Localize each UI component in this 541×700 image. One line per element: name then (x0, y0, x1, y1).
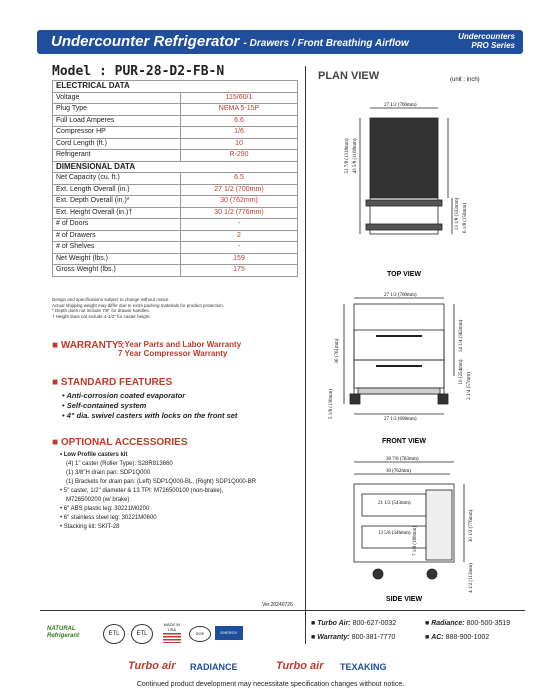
dim-label: 21 1/2 (543mm) (378, 501, 411, 506)
spec-value: 1/6 (181, 127, 298, 139)
dim-label: 7 1/8 (180mm) (413, 526, 418, 556)
subtitle-text: - Drawers / Front Breathing Airflow (243, 38, 409, 49)
features-heading (52, 377, 172, 388)
spec-value: 2 (181, 230, 298, 242)
plan-drawings (306, 86, 540, 606)
list-item: • Anti-corrosion coated evaporator (62, 391, 186, 400)
spec-label: Compressor HP (53, 127, 181, 139)
turbo-air-logo-2: Turbo air (276, 660, 324, 672)
spec-value: 175 (181, 265, 298, 277)
spec-value: NEMA 5-15P (181, 104, 298, 116)
table-row (53, 150, 298, 162)
contact-warranty: ■ Warranty: 800-381-7770 (311, 634, 396, 641)
section-row (53, 161, 298, 173)
dim-label: 30 (761mm) (335, 338, 340, 364)
dim-label: 51 7/8 (1318mm) (345, 138, 350, 174)
title-text: Undercounter Refrigerator (51, 33, 240, 50)
series-line2: PRO Series (471, 41, 515, 50)
page-title (51, 33, 409, 50)
header-banner (37, 30, 523, 54)
accessories-heading (52, 437, 188, 448)
front-view-drawing (344, 298, 454, 414)
list-item: • 6" ABS plastic leg: 30221M0200 (60, 506, 150, 512)
table-row (53, 92, 298, 104)
spec-value: 159 (181, 253, 298, 265)
spec-label: Ext. Depth Overall (in.)* (53, 196, 181, 208)
dim-label: 10 (254mm) (459, 359, 464, 385)
spec-label: Ext. Length Overall (in.) (53, 184, 181, 196)
bullet-icon: ■ (52, 437, 61, 448)
dim-label: 14 1/4 (362mm) (459, 319, 464, 353)
radiance-logo: RADIANCE (190, 662, 238, 672)
section-row (53, 81, 298, 93)
brand-logos (128, 658, 428, 676)
note: Actual shipping weight may differ due to extra packing materials for product protection. (52, 302, 225, 308)
features-list (62, 391, 237, 421)
dim-label: 13 1/8 (333mm) (455, 197, 460, 231)
natural-refrigerant-logo: NATURAL Refrigerant (47, 626, 80, 639)
etl-icon: ETL (103, 624, 125, 644)
warranty-line: 7 Year Compressor Warranty (118, 349, 228, 358)
contact-ac: ■ AC: 888-900-1002 (425, 634, 490, 641)
series-line1: Undercounters (458, 32, 515, 41)
features-heading-text: STANDARD FEATURES (60, 377, 173, 388)
texaking-logo: TEXAKING (340, 662, 387, 672)
spec-label: Full Load Amperes (53, 115, 181, 127)
contact-turbo-air: ■ Turbo Air: 800-627-0032 (311, 620, 397, 627)
dim-label: 27 1/2 (698mm) (384, 417, 417, 422)
note: † Height does not include 4-1/2" for caster height. (52, 313, 151, 319)
flag-icon (163, 633, 181, 643)
spec-label: Refrigerant (53, 150, 181, 162)
spec-label: Ext. Height Overall (in.)† (53, 207, 181, 219)
plan-view-title: PLAN VIEW (318, 70, 380, 82)
dim-label: 27 1/2 (700mm) (384, 103, 417, 108)
feature-text: Self-contained system (66, 401, 147, 410)
table-row (53, 265, 298, 277)
list-item: • 6" stainless steel leg: 30221M0600 (60, 515, 157, 521)
top-view-drawing (360, 108, 452, 234)
spec-value: 27 1/2 (700mm) (181, 184, 298, 196)
spec-label: # of Shelves (53, 242, 181, 254)
table-row (53, 219, 298, 231)
spec-table (52, 80, 298, 277)
table-row (53, 253, 298, 265)
table-row (53, 242, 298, 254)
list-item: (1) 3/8"H drain pan: SDP1Q000 (66, 470, 151, 476)
footer-divider (40, 610, 525, 611)
warranty-block (52, 340, 242, 358)
spec-label: Cord Length (ft.) (53, 138, 181, 150)
table-row (53, 173, 298, 185)
accessories-list (60, 451, 256, 532)
list-item: • Self-contained system (62, 401, 147, 410)
spec-notes (52, 297, 298, 319)
dim-label: 27 1/2 (700mm) (384, 293, 417, 298)
spec-value: 30 1/2 (776mm) (181, 207, 298, 219)
spec-label: # of Doors (53, 219, 181, 231)
turbo-air-logo: Turbo air (128, 660, 176, 672)
spec-label: # of Drawers (53, 230, 181, 242)
section-heading: ELECTRICAL DATA (53, 81, 298, 93)
spec-label: Net Capacity (cu. ft.) (53, 173, 181, 185)
feature-text: Anti-corrosion coated evaporator (66, 391, 186, 400)
table-row (53, 104, 298, 116)
side-view-drawing (354, 462, 464, 579)
spec-value: 6.6 (181, 115, 298, 127)
version-label: Ver.20240726 (262, 602, 293, 608)
doe-icon: DOE (189, 626, 211, 642)
etl-sanitation-icon: ETL (131, 624, 153, 644)
list-item: • 4" dia. swivel casters with locks on the front set (62, 411, 238, 420)
spec-value: 115/60/1 (181, 92, 298, 104)
dim-label: 6 1/8 (156mm) (463, 203, 468, 233)
accessories-heading-text: OPTIONAL ACCESSORIES (60, 437, 188, 448)
table-row (53, 207, 298, 219)
contact-radiance: ■ Radiance: 800-500-3519 (425, 620, 511, 627)
list-item: M726500200 (w/ brake) (66, 497, 130, 503)
warranty-line: 5 Year Parts and Labor Warranty (118, 340, 242, 349)
list-item: (1) Brackets for drain pan: (Left) SDP1Q000-BL, (Right) SDP1Q000-BR (66, 479, 257, 485)
energy-icon: ENERGY (215, 626, 243, 640)
note: Design and specifications subject to change without notice. (52, 297, 170, 302)
unit-label: (unit : inch) (450, 77, 480, 83)
spec-value: 6.5 (181, 173, 298, 185)
table-row (53, 138, 298, 150)
spec-label: Plug Type (53, 104, 181, 116)
dim-label: 2 1/4 (57mm) (467, 372, 472, 400)
note: * Depth does not include 7/8" for drawer handles. (52, 308, 150, 314)
spec-value: R-290 (181, 150, 298, 162)
list-item: • Low Profile casters kit (60, 452, 128, 458)
list-item: (4) 1" caster (Roller Type): S28R813660 (66, 461, 173, 467)
list-item: • Stacking kit: SKIT-28 (60, 524, 120, 530)
side-view-label: SIDE VIEW (385, 596, 423, 603)
table-row (53, 184, 298, 196)
table-row (53, 115, 298, 127)
dim-label: 4 1/2 (113mm) (469, 563, 474, 593)
dim-label: 30 (762mm) (386, 469, 411, 474)
spec-value: - (181, 219, 298, 231)
table-row (53, 196, 298, 208)
made-in-usa-icon (161, 622, 183, 644)
dim-label: 30 1/2 (776mm) (469, 509, 474, 543)
series-label (458, 32, 515, 50)
footer-note: Continued product development may necessitate specification changes without notice. (136, 681, 405, 688)
spec-value: 30 (762mm) (181, 196, 298, 208)
dim-label: 30 7/8 (783mm) (386, 457, 419, 462)
spec-label: Voltage (53, 92, 181, 104)
feature-text: 4" dia. swivel casters with locks on the front set (66, 411, 238, 420)
spec-label: Net Weight (lbs.) (53, 253, 181, 265)
dim-label: 43 5/8 (1108mm) (353, 138, 358, 174)
dim-label: 13 5/8 (346mm) (378, 531, 411, 536)
bullet-icon: ■ (52, 340, 61, 351)
table-row (53, 230, 298, 242)
model-number: Model : PUR-28-D2-FB-N (52, 64, 225, 79)
warranty-label: WARRANTY : (60, 340, 125, 351)
top-view-label: TOP VIEW (387, 271, 421, 278)
spec-value: - (181, 242, 298, 254)
section-heading: DIMENSIONAL DATA (53, 161, 298, 173)
bullet-icon: ■ (52, 377, 61, 388)
spec-value: 10 (181, 138, 298, 150)
front-view-label: FRONT VIEW (382, 438, 426, 445)
made-in-text: MADE IN USA (163, 622, 181, 632)
list-item: • 5" caster, 1/2" diameter & 13 TPI: M726500100 (non-brake), (60, 488, 224, 494)
dim-label: 5 1/8 (130mm) (329, 389, 334, 419)
spec-label: Gross Weight (lbs.) (53, 265, 181, 277)
table-row (53, 127, 298, 139)
